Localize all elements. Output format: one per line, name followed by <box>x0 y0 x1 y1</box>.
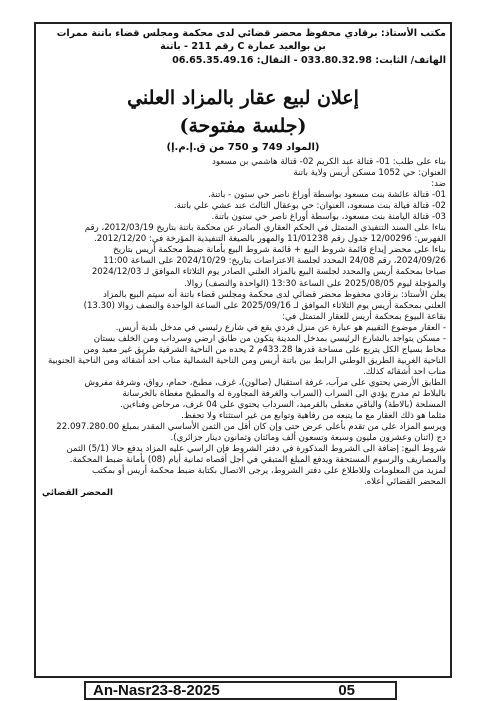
body-line: الفهرس: 12/00296 جدول رقم 11/01238 والمهور بالصيغة التنفيذية المؤرخة في: 2012/12/20. <box>94 234 446 245</box>
body-line: بالبلاط ثم مدرج يؤدي الى السراب (السراب والغرفة المجاورة له والمطبخ مغطاة بالخرسانة <box>122 388 446 399</box>
body-line: بقاعة البيوع بمحكمة أريس للعقار المتمثل في: <box>282 311 446 322</box>
body-line: محاط بسياج الكل يتربع على مساحة قدرها 433.28م 2 يحده من الناحية الشرقية طريق غير معبد ومن <box>83 344 446 355</box>
body-line: ويرسو المزاد على من تقدم بأعلى عرض حتى وإن كان أقل من الثمن الأساسي المقدر بمبلغ 22.097.280.00 <box>56 422 446 433</box>
body-line: 02- قتالة فيالة بنت مسعود، العنوان: حي بوعقال الثالث عند عشي علي باتنة. <box>173 201 446 212</box>
page-footer <box>84 681 397 700</box>
body-line: 01- قتالة عائشة بنت مسعود بواسطة أوراغ ناصر حي ستون - باتنة. <box>208 190 446 201</box>
office-header-line-1: مكتب الأستاذ: برقادي محفوظ محضر قضائي لدى محكمة ومجلس قضاء باتنة ممرات <box>56 28 446 39</box>
page-number: 05 <box>338 682 355 699</box>
body-line: العلني بمحكمة أريس يوم الثلاثاء الموافق لـ 2025/09/16 على الساعة الواحدة والنصف زوالا (13.30) <box>83 300 446 311</box>
legal-articles: (المواد 749 و 750 من ق.إ.م.إ) <box>166 142 320 153</box>
signature: المحضر القضائي <box>42 488 113 499</box>
body-line: بناءا على السند التنفيذي المتمثل في الحكم العقاري الصادر عن محكمة باتنة بتاريخ 2012/03/19، رقم <box>84 223 446 234</box>
body-line: ضد: <box>431 179 446 190</box>
body-line: - مسكن يتواجد بالشارع الرئيسي بمدخل المدينة يتكون من طابق ارضي وسرداب ومن الخلف بستان <box>93 333 446 344</box>
session-type: (جلسة مفتوحة) <box>179 115 307 137</box>
office-header-line-2: بن بوالعيد عمارة C رقم 211 - باتنة <box>160 41 326 52</box>
body-line: مناب احد أشقائه كذلك. <box>362 366 446 377</box>
body-line: المحضر القضائي أعلاه. <box>363 477 446 488</box>
body-line: 2024/09/26، رقم 24/08 المحدد لجلسة الاعتراضات بتاريخ: 2024/10/29 على الساعة 11:00 <box>103 256 446 267</box>
notice-title: إعلان لبيع عقار بالمزاد العلني <box>127 87 359 109</box>
office-header-phones: الهاتف/ الثابت: 033.80.32.98 - النقال: 06.65.35.49.16 <box>172 55 446 66</box>
body-line: دج (اثنان وعشرون مليون وسبعة وتسعون ألف ومائتان وثمانون دينار جزائري). <box>170 433 446 444</box>
notice-body <box>42 157 446 679</box>
body-line: يعلن الأستاذ: برقادي محفوظ محضر قضائي لدى محكمة ومجلس قضاء باتنة أنه سيتم البيع بالمزاد <box>102 289 446 300</box>
body-line: الناحية الغربية الطريق الوطني الرابط بين باتنة أريس ومن الناحية الشمالية مناب احد أشقائه ومن الناحية الجنوبية <box>48 355 446 366</box>
body-line: - العقار موضوع التقييم هو عبارة عن منزل فردي يقع في شارع رئيسي في مدخل بلدية أريس. <box>115 322 446 333</box>
body-line: مثلما هو ذلك العقار مع ما يتبعه من رفاهية وتوابع من غير استثناء ولا تحفظ. <box>181 411 446 422</box>
body-line: شروط البيع: إضافة الى الشروط المذكورة في دفتر الشروط فإن الراسي عليه المزاد يدفع حالا (5/1) الثمن <box>66 444 446 455</box>
body-line: والمصاريف والرسوم المستحقة ويدفع المبلغ المتبقي في أجل أقصاه ثمانية أيام (08) بأمانة ضبط المحكمة. <box>69 455 446 466</box>
body-line: العنوان: حي 1052 مسكن أريس ولاية باتنة <box>293 168 446 179</box>
body-line: بناءا على محضر إيداع قائمة شروط البيع + قائمة شروط البيع بأمانة ضبط محكمة أريس بتاريخ <box>113 245 446 256</box>
body-line: بناء على طلب: 01- قتالة عبد الكريم 02- قتالة هاشمي بن مسعود <box>212 157 446 167</box>
body-line: لمزيد من المعلومات وللاطلاع على دفتر الشروط، يرجى الاتصال بكتابة ضبط محكمة أريس أو بمكتب <box>91 466 446 477</box>
publication-stamp: An-Nasr23-8-2025 <box>93 682 220 699</box>
body-line: والمؤجلة ليوم 2025/08/05 على الساعة 13:30 (الواحدة والنصف) زوالا. <box>184 278 446 289</box>
body-line: صباحا بمحكمة أريس والمحدد لجلسة البيع بالمزاد العلني الصادر يوم الثلاثاء الموافق لـ 2024/12/03 <box>91 267 446 278</box>
body-line: المسلحة (بالاطة) والباقي مغطى بالقرميد، السرداب يحتوي على 04 غرف، مرحاض وفناءين. <box>120 400 446 411</box>
body-line: 03- قتالة اليامنة بنت مسعود، بواسطة أوراغ ناصر حي ستون باتنة. <box>211 212 446 223</box>
body-line: الطابق الأرضي يحتوي على مرآب، غرفة استقبال (صالون)، غرف، مطبخ، حمام، رواق، وشرفة مفروش <box>84 377 446 388</box>
